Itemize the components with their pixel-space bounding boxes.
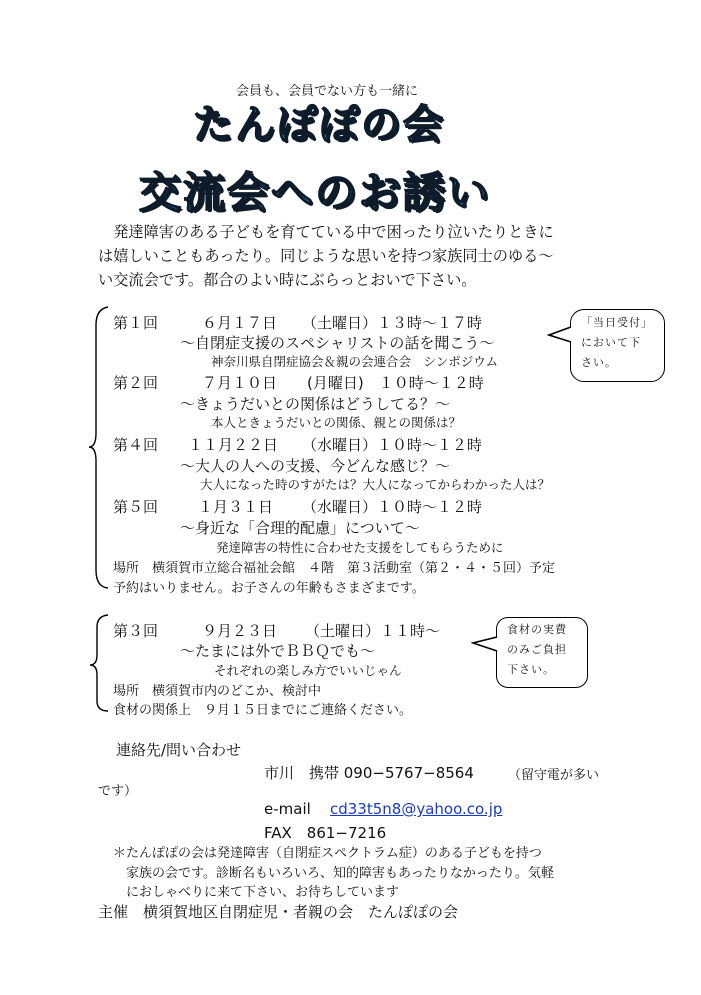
reservation-note: 予約はいりません。お子さんの年齢もさまざまです。 (113, 581, 425, 596)
bubble-line: において下 (581, 336, 641, 349)
contact-phone: 市川 携帯 090−5767−8564 (264, 764, 474, 782)
session-number: 第４回 (113, 436, 159, 454)
session-theme: 〜大人の人への支援、今どんな感じ？〜 (180, 457, 451, 475)
bubble-line: さい。 (581, 356, 617, 369)
deadline-note: 食材の関係上 ９月１５日までにご連絡ください。 (113, 703, 413, 718)
intro-line: 発達障害のある子どもを育てている中で困ったり泣いたりときに (98, 223, 554, 241)
session-number: 第２回 (113, 374, 159, 392)
bubble-tail (471, 635, 499, 655)
contact-fax: FAX 861−7216 (264, 824, 387, 842)
session-theme: 〜自閉症支援のスペシャリストの話を聞こう〜 (180, 334, 495, 352)
contact-label: 連絡先/問い合わせ (116, 741, 242, 759)
left-brace (88, 305, 110, 590)
session-number: 第５回 (113, 498, 159, 516)
speech-bubble-cost (496, 617, 588, 688)
intro-line: い交流会です。都合のよい時にぶらっとおいで下さい。 (98, 271, 477, 289)
session-date: ７月１０日 (202, 374, 278, 392)
session-time: （土曜日）１１時〜 (305, 622, 441, 640)
page-subtitle: 交流会へのお誘い (139, 168, 492, 217)
session-detail: 大人になった時のすがたは？大人になってからわかった人は？ (200, 477, 551, 492)
footnote-line: ＊たんぽぽの会は発達障害（自閉症スペクトラム症）のある子どもを持つ (113, 846, 542, 861)
session-date: １１月２２日 (188, 436, 279, 454)
pretitle: 会員も、会員でない方も一緒に (236, 84, 419, 99)
session-detail: それぞれの楽しみ方でいいじゃん (214, 663, 402, 678)
session-time: (月曜日) １０時〜１２時 (307, 374, 484, 392)
session-theme: 〜たまには外でＢＢＱでも〜 (180, 642, 376, 660)
left-brace (88, 613, 110, 713)
phone-note-cont: です） (98, 784, 138, 799)
session-detail: 発達障害の特性に合わせた支援をしてもらうために (216, 540, 504, 555)
session-number: 第１回 (113, 314, 159, 332)
organizer: 主催 横須賀地区自閉症児・者親の会 たんぽぽの会 (98, 903, 459, 921)
session-date: １月３１日 (198, 498, 274, 516)
session-theme: 〜きょうだいとの関係はどうしてる？〜 (180, 395, 451, 413)
session-time: （水曜日）１０時〜１２時 (302, 498, 483, 516)
phone-note: （留守電が多い (508, 768, 600, 783)
session-detail: 神奈川県自閉症協会＆親の会連合会 シンポジウム (211, 354, 499, 369)
session-row (113, 312, 158, 333)
intro-paragraph (98, 220, 618, 292)
bubble-line: のみご負担 (507, 643, 567, 656)
bubble-line: 下さい。 (507, 663, 555, 676)
speech-bubble-walkin (570, 309, 665, 382)
email-link[interactable]: cd33t5n8@yahoo.co.jp (330, 800, 503, 818)
session-time: （水曜日）１０時〜１２時 (302, 436, 483, 454)
session-date: ６月１７日 (202, 314, 278, 332)
footnote-line: におしゃべりに来て下さい、お待ちしています (126, 885, 400, 900)
session-time: （土曜日）１３時〜１７時 (302, 314, 483, 332)
email-label: e-mail (264, 800, 311, 818)
venue-text: 場所 横須賀市立総合福祉会館 ４階 第３活動室（第２・４・５回）予定 (113, 561, 556, 576)
session-detail: 本人ときょうだいとの関係、親との関係は？ (211, 415, 462, 430)
intro-line: は嬉しいこともあったり。同じような思いを持つ家族同士のゆる〜 (98, 247, 554, 265)
bubble-line: 「当日受付」 (581, 316, 653, 329)
bubble-tail (547, 325, 573, 345)
page-title: たんぽぽの会 (193, 102, 445, 148)
venue-text: 場所 横須賀市内のどこか、検討中 (113, 684, 322, 699)
session-number: 第３回 (113, 622, 159, 640)
bubble-line: 食材の実費 (507, 623, 567, 636)
session-date: ９月２３日 (202, 622, 278, 640)
session-theme: 〜身近な「合理的配慮」について〜 (180, 519, 420, 537)
footnote-line: 家族の会です。診断名もいろいろ、知的障害もあったりなかったり。気軽 (126, 866, 554, 881)
